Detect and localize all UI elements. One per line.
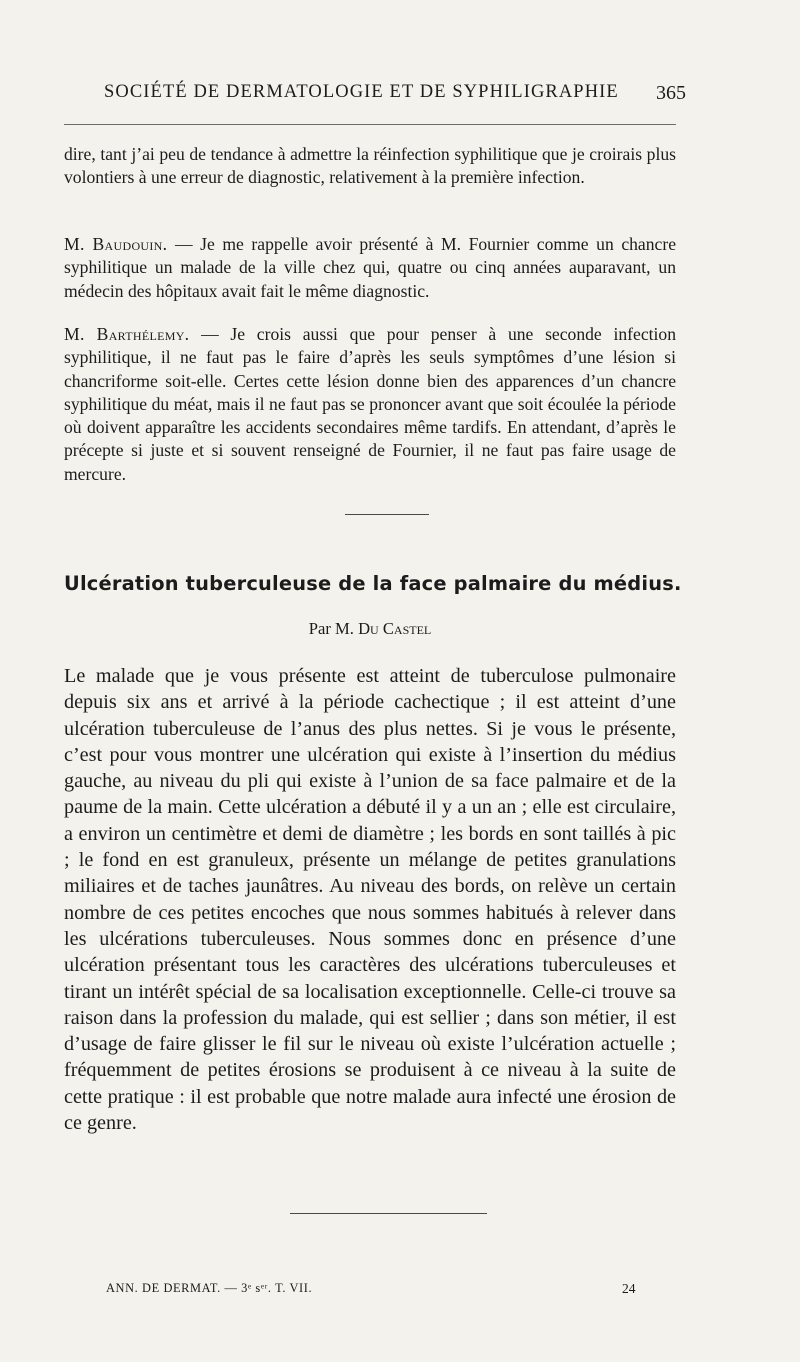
paragraph-text: dire, tant j’ai peu de tendance à admettre la réinfection syphilitique que je croirais plus volontiers à une erreur de diagnostic, relativement à la première infection. bbox=[64, 144, 676, 188]
signature-mark: 24 bbox=[622, 1281, 636, 1296]
running-title: SOCIÉTÉ DE DERMATOLOGIE ET DE SYPHILIGRAPHIE bbox=[104, 82, 619, 102]
page-number: 365 bbox=[656, 82, 686, 104]
speaker-name: M. Baudouin. bbox=[64, 234, 168, 254]
end-separator bbox=[290, 1213, 487, 1214]
paragraph-text: — Je crois aussi que pour penser à une seconde infection syphilitique, il ne faut pas le faire d’après les seuls symptômes d’une lésion si chancriforme soit-elle. Certes cette lésion donne bien des apparences d’un chancre syphilitique du méat, mais il ne faut pas se prononcer avant que soit écoulée la période où doivent apparaître les accidents secondaires même tardifs. En attendant, d’après le précepte si juste et si souvent renseigné de Fournier, il ne faut pas faire usage de mercure. bbox=[64, 324, 676, 484]
speaker-name: M. Barthélemy. bbox=[64, 324, 190, 344]
article-body: Le malade que je vous présente est atteint de tuberculose pulmonaire depuis six ans et arrivé à la période cachectique ; il est atteint d’une ulcération tuberculeuse de l’anus des plus nettes. Si je vous le présente, c’est pour vous montrer une ulcération qui existe à l’insertion du médius gauche, au niveau du pli qui existe à l’union de sa face palmaire et de la paume de la main. Cette ulcération a débuté il y a un an ; elle est circulaire, a environ un centimètre et demi de diamètre ; les bords en sont taillés à pic ; le fond en est granuleux, présente un mélange de petites granulations miliaires et de taches jaunâtres. Au niveau des bords, on relève un certain nombre de ces petites encoches que nous sommes habitués à relever dans les ulcérations tuberculeuses. Nous sommes donc en présence d’une ulcération présentant tous les caractères des ulcérations tuberculeuses et tirant un intérêt spécial de sa localisation exceptionnelle. Celle-ci trouve sa raison dans la profession du malade, qui est sellier ; dans son métier, il est d’usage de faire glisser le fil sur le niveau où existe l’ulcération actuelle ; fréquemment de petites érosions se produisent à ce niveau à la suite de cette pratique : il est probable que notre malade aura infecté une érosion de ce genre. bbox=[64, 665, 676, 1135]
paragraph-text: — Je me rappelle avoir présenté à M. Fournier comme un chancre syphilitique un malade de la ville chez qui, quatre ou cinq années auparavant, un médecin des hôpitaux avait fait le même diagnostic. bbox=[64, 234, 677, 301]
header-rule bbox=[64, 124, 676, 125]
journal-reference: ANN. DE DERMAT. — 3ᵉ sᵉʳ. T. VII. bbox=[106, 1281, 313, 1295]
article-byline bbox=[64, 619, 676, 639]
page-footer bbox=[64, 1281, 676, 1299]
discussion-paragraph-3 bbox=[64, 323, 676, 486]
discussion-paragraph-2 bbox=[64, 233, 676, 303]
author-name: Du Castel bbox=[358, 619, 432, 638]
byline-prefix: Par M. bbox=[308, 619, 359, 638]
section-separator bbox=[345, 514, 429, 515]
running-head bbox=[64, 82, 686, 110]
discussion-paragraph-1 bbox=[64, 143, 676, 190]
article-title: Ulcération tuberculeuse de la face palmaire du médius. bbox=[64, 572, 682, 595]
